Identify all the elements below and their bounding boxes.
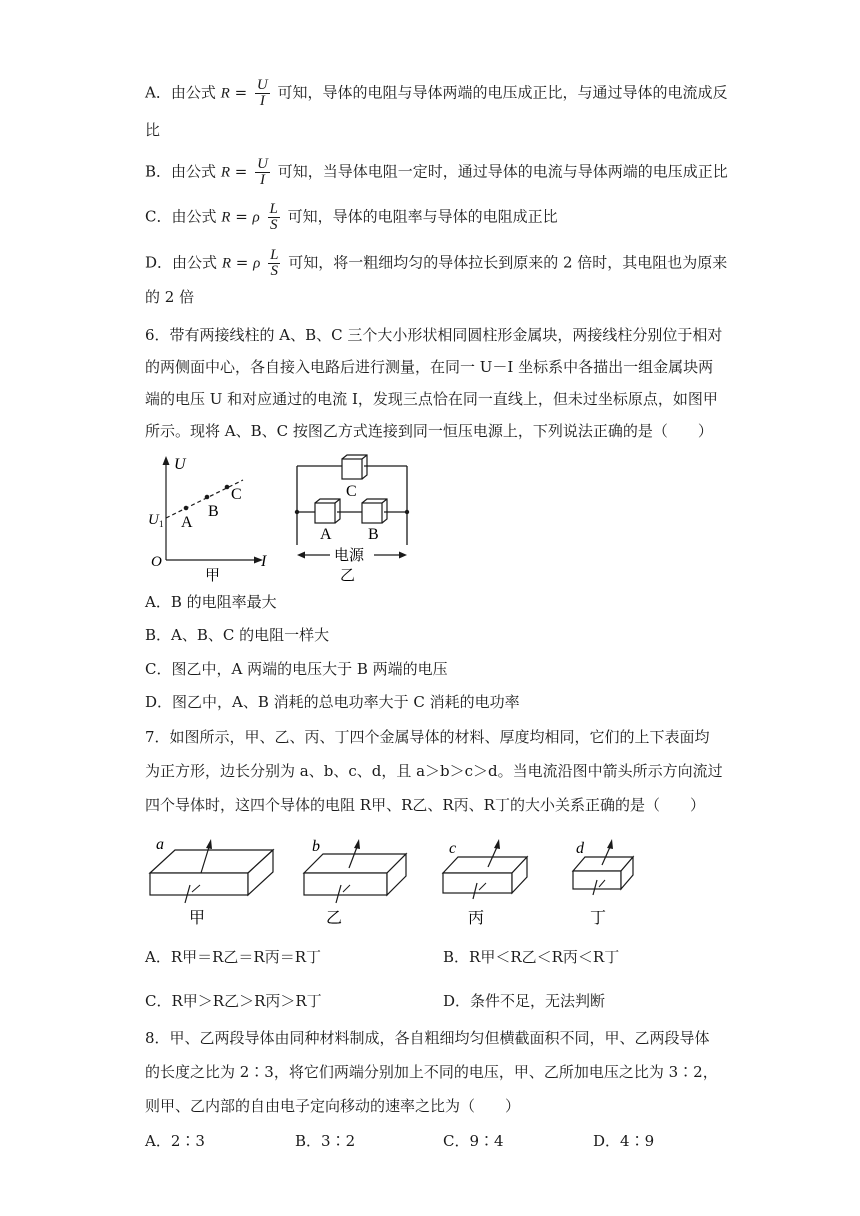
q6-option-c[interactable]: C．图乙中，A 两端的电压大于 B 两端的电压 (145, 660, 448, 678)
figure-block-jia (145, 835, 280, 925)
fraction-u-over-i: $\frac{U}{I}$ (256, 77, 268, 109)
q6-stem-line3: 端的电压 U 和对应通过的电流 I，发现三点恰在同一直线上，但未过坐标原点，如图甲 (145, 390, 718, 408)
resistor-c-cube (342, 455, 367, 479)
q7-option-a[interactable]: A．R甲＝R乙＝R丙＝R丁 (145, 948, 322, 966)
q8-option-d[interactable]: D．4∶9 (593, 1132, 655, 1150)
svg-text:B: B (208, 503, 219, 520)
svg-text:A: A (320, 526, 332, 543)
svg-text:甲: 甲 (205, 568, 221, 582)
point-a (184, 506, 189, 511)
svg-text:乙: 乙 (326, 910, 343, 925)
svg-text:c: c (449, 840, 457, 857)
figure-yi-circuit (290, 452, 420, 584)
fraction-l-over-s: $\frac{L}{S}$ (269, 201, 278, 233)
q7-option-c[interactable]: C．R甲＞R乙＞R丙＞R丁 (145, 992, 322, 1010)
figure-block-ding (570, 835, 645, 925)
svg-text:乙: 乙 (340, 568, 356, 584)
svg-text:d: d (576, 840, 584, 857)
svg-text:B: B (368, 526, 379, 543)
q7-stem-line2: 为正方形，边长分别为 a、b、c、d，且 a＞b＞c＞d。当电流沿图中箭头所示方向流过 (145, 762, 723, 780)
svg-text:U: U (174, 456, 186, 473)
svg-text:电源: 电源 (334, 548, 365, 564)
q8-stem-line3: 则甲、乙内部的自由电子定向移动的速率之比为（ ） (145, 1097, 521, 1115)
q6-option-d[interactable]: D．图乙中，A、B 消耗的总电功率大于 C 消耗的电功率 (145, 693, 520, 711)
figure-block-yi (300, 835, 415, 925)
svg-text:I: I (261, 553, 267, 570)
figure-block-bing (440, 835, 540, 925)
svg-text:1: 1 (159, 519, 164, 529)
q7-stem-line3: 四个导体时，这四个导体的电阻 R甲、R乙、R丙、R丁的大小关系正确的是（ ） (145, 796, 705, 814)
q6-stem-line4: 所示。现将 A、B、C 按图乙方式连接到同一恒压电源上，下列说法正确的是（ ） (145, 422, 713, 440)
q7-option-b[interactable]: B．R甲＜R乙＜R丙＜R丁 (443, 948, 620, 966)
fraction-u-over-i: $\frac{U}{I}$ (257, 156, 268, 188)
point-c (225, 485, 230, 490)
q6-stem-line2: 的两侧面中心，各自接入电路后进行测量，在同一 U－I 坐标系中各描出一组金属块两 (145, 358, 714, 376)
resistor-b-cube (362, 499, 387, 523)
svg-text:b: b (312, 838, 320, 855)
svg-text:丙: 丙 (468, 910, 485, 925)
q8-stem-line2: 的长度之比为 2∶3，将它们两端分别加上不同的电压，甲、乙所加电压之比为 3∶2， (145, 1063, 718, 1081)
svg-text:C: C (346, 483, 357, 500)
svg-text:A: A (181, 514, 193, 531)
q7-option-d[interactable]: D．条件不足，无法判断 (443, 992, 606, 1010)
svg-text:C: C (231, 486, 242, 503)
q5-option-a: A．由公式 R = $\frac{U}{I}$ 可知，导体的电阻与导体两端的电压成正比，与通过导体的电流成反 (145, 77, 728, 109)
q5-option-a-cont: 比 (145, 121, 161, 139)
q7-stem-line1: 7．如图所示，甲、乙、丙、丁四个金属导体的材料、厚度均相同，它们的上下表面均 (145, 728, 710, 746)
q8-option-a[interactable]: A．2∶3 (145, 1132, 205, 1150)
point-b (205, 495, 210, 500)
q8-option-b[interactable]: B．3∶2 (295, 1132, 356, 1150)
q6-option-a[interactable]: A．B 的电阻率最大 (145, 593, 277, 611)
svg-text:甲: 甲 (189, 910, 206, 925)
q5-option-c: C．由公式 R = ρ $\frac{L}{S}$ 可知，导体的电阻率与导体的电阻成正比 (145, 201, 558, 233)
q6-stem-line1: 6．带有两接线柱的 A、B、C 三个大小形状相同圆柱形金属块，两接线柱分别位于相对 (145, 326, 723, 344)
q5-option-b: B．由公式 R = $\frac{U}{I}$ 可知，当导体电阻一定时，通过导体的电流与导体两端的电压成正比 (145, 156, 728, 188)
resistor-a-cube (315, 499, 340, 523)
q8-stem-line1: 8．甲、乙两段导体由同种材料制成，各自粗细均匀但横截面积不同，甲、乙两段导体 (145, 1029, 710, 1047)
q8-option-c[interactable]: C．9∶4 (443, 1132, 504, 1150)
figure-jia-ui-graph (145, 452, 275, 582)
q5-option-d: D．由公式 R = ρ $\frac{L}{S}$ 可知，将一粗细均匀的导体拉长到原来的 2 倍时，其电阻也为原来 (145, 247, 728, 279)
svg-text:U: U (148, 512, 159, 528)
svg-text:O: O (151, 554, 162, 570)
svg-text:丁: 丁 (590, 910, 607, 925)
q6-option-b[interactable]: B．A、B、C 的电阻一样大 (145, 626, 330, 644)
q5-option-d-cont: 的 2 倍 (145, 288, 195, 306)
svg-text:a: a (156, 836, 164, 853)
fraction-l-over-s: $\frac{L}{S}$ (270, 247, 279, 279)
